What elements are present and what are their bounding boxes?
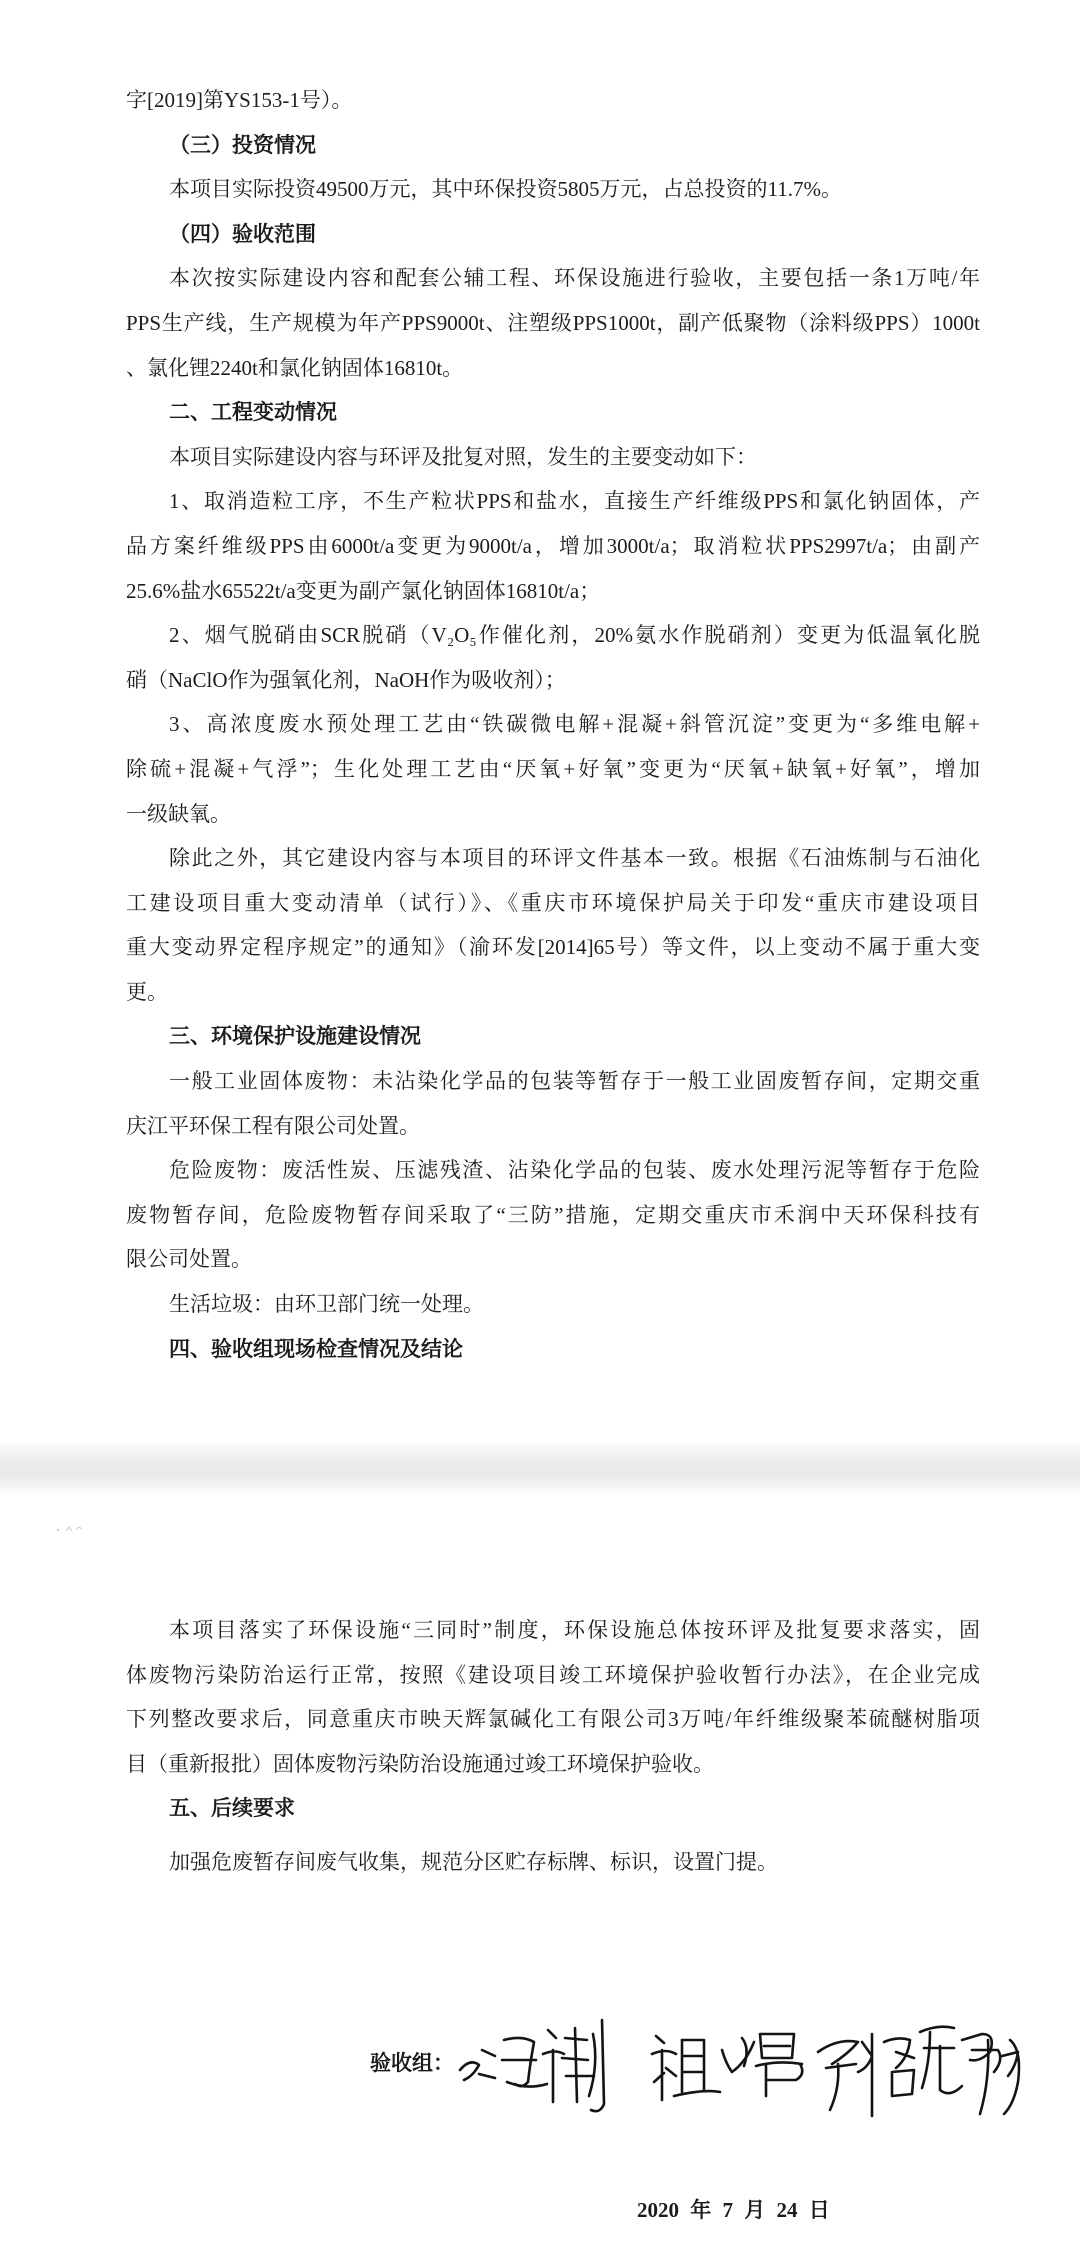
acceptance-conclusion-line: 目（重新报批）固体废物污染防治设施通过竣工环境保护验收。 <box>126 1751 714 1776</box>
change-item-2-line: 硝（NaClO作为强氧化剂，NaOH作为吸收剂）； <box>126 667 566 692</box>
general-solid-waste-line: 一般工业固体废物：未沾染化学品的包装等暂存于一般工业固废暂存间，定期交重 <box>169 1069 980 1094</box>
acceptance-group-label: 验收组： <box>370 2051 454 2075</box>
follow-up-section <box>126 1786 980 1885</box>
scope-heading: （四）验收范围 <box>169 221 316 246</box>
signature-3 <box>812 2012 1037 2137</box>
inspection-heading: 四、验收组现场检查情况及结论 <box>169 1336 463 1361</box>
hazardous-waste-line: 限公司处置。 <box>126 1247 252 1272</box>
hazardous-waste-line: 废物暂存间，危险废物暂存间采取了“三防”措施，定期交重庆市禾润中天环保科技有 <box>126 1202 980 1227</box>
changes-intro: 本项目实际建设内容与环评及批复对照，发生的主要变动如下： <box>169 444 757 469</box>
changes-conclusion-line: 更。 <box>126 979 168 1004</box>
changes-section <box>126 390 980 1014</box>
follow-up-text: 加强危废暂存间废气收集，规范分区贮存标牌、标识，设置门提。 <box>169 1850 778 1874</box>
sign-date: 2020 年 7 月 24 日 <box>637 2198 830 2222</box>
changes-conclusion-line: 除此之外，其它建设内容与本项目的环评文件基本一致。根据《石油炼制与石油化 <box>169 846 980 871</box>
scope-line: PPS生产线，生产规模为年产PPS9000t、注塑级PPS1000t，副产低聚物（涂料级PPS）1000t <box>126 310 980 335</box>
changes-conclusion-line: 重大变动界定程序规定”的通知》（渝环发[2014]65号）等文件，以上变动不属于重大变 <box>126 935 980 960</box>
facilities-section <box>126 1014 980 1326</box>
scan-speck <box>55 1522 85 1536</box>
signature-1 <box>452 2010 617 2120</box>
changes-heading: 二、工程变动情况 <box>169 400 337 425</box>
hazardous-waste-line: 危险废物：废活性炭、压滤残渣、沾染化学品的包装、废水处理污泥等暂存于危险 <box>169 1158 980 1183</box>
change-item-3-line: 一级缺氧。 <box>126 801 231 826</box>
change-item-1-line: 1、取消造粒工序，不生产粒状PPS和盐水，直接生产纤维级PPS和氯化钠固体，产 <box>169 489 980 514</box>
scope-line: 本次按实际建设内容和配套公辅工程、环保设施进行验收，主要包括一条1万吨/年 <box>169 266 980 291</box>
changes-conclusion-line: 工建设项目重大变动清单（试行）》、《重庆市环境保护局关于印发“重庆市建设项目 <box>126 890 980 915</box>
acceptance-conclusion-line: 体废物污染防治运行正常，按照《建设项目竣工环境保护验收暂行办法》，在企业完成 <box>126 1662 980 1687</box>
change-item-1-line: 品方案纤维级PPS由6000t/a变更为9000t/a，增加3000t/a；取消粒状PPS2997t/a；由副产 <box>126 533 980 558</box>
acceptance-conclusion <box>126 1608 980 1786</box>
general-solid-waste-line: 庆江平环保工程有限公司处置。 <box>126 1113 420 1138</box>
change-item-2-line: 2、烟气脱硝由SCR脱硝（V₂O₅作催化剂，20%氨水作脱硝剂）变更为低温氧化脱 <box>169 623 980 648</box>
page-2-body <box>126 1608 980 1885</box>
lead-line: 字[2019]第YS153-1号）。 <box>126 88 353 112</box>
change-item-1-line: 25.6%盐水65522t/a变更为副产氯化钠固体16810t/a； <box>126 578 601 603</box>
scope-section <box>126 212 980 390</box>
investment-section <box>126 123 980 212</box>
investment-heading: （三）投资情况 <box>169 132 316 157</box>
page-1-body <box>126 78 980 1371</box>
change-item-3-line: 除硫+混凝+气浮”；生化处理工艺由“厌氧+好氧”变更为“厌氧+缺氧+好氧”，增加 <box>126 756 980 781</box>
follow-up-heading: 五、后续要求 <box>169 1796 295 1820</box>
investment-text: 本项目实际投资49500万元，其中环保投资5805万元，占总投资的11.7%。 <box>169 177 842 202</box>
acceptance-conclusion-line: 本项目落实了环保设施“三同时”制度，环保设施总体按环评及批复要求落实，固 <box>169 1618 980 1642</box>
scope-line: 、氯化锂2240t和氯化钠固体16810t。 <box>126 355 464 380</box>
page-gap <box>0 1443 1080 1495</box>
signature-2 <box>648 2020 808 2105</box>
change-item-3-line: 3、高浓度废水预处理工艺由“铁碳微电解+混凝+斜管沉淀”变更为“多维电解+ <box>169 712 980 737</box>
domestic-waste-line: 生活垃圾：由环卫部门统一处理。 <box>169 1292 484 1317</box>
acceptance-conclusion-line: 下列整改要求后，同意重庆市映天辉氯碱化工有限公司3万吨/年纤维级聚苯硫醚树脂项 <box>126 1707 980 1731</box>
facilities-heading: 三、环境保护设施建设情况 <box>169 1024 421 1049</box>
